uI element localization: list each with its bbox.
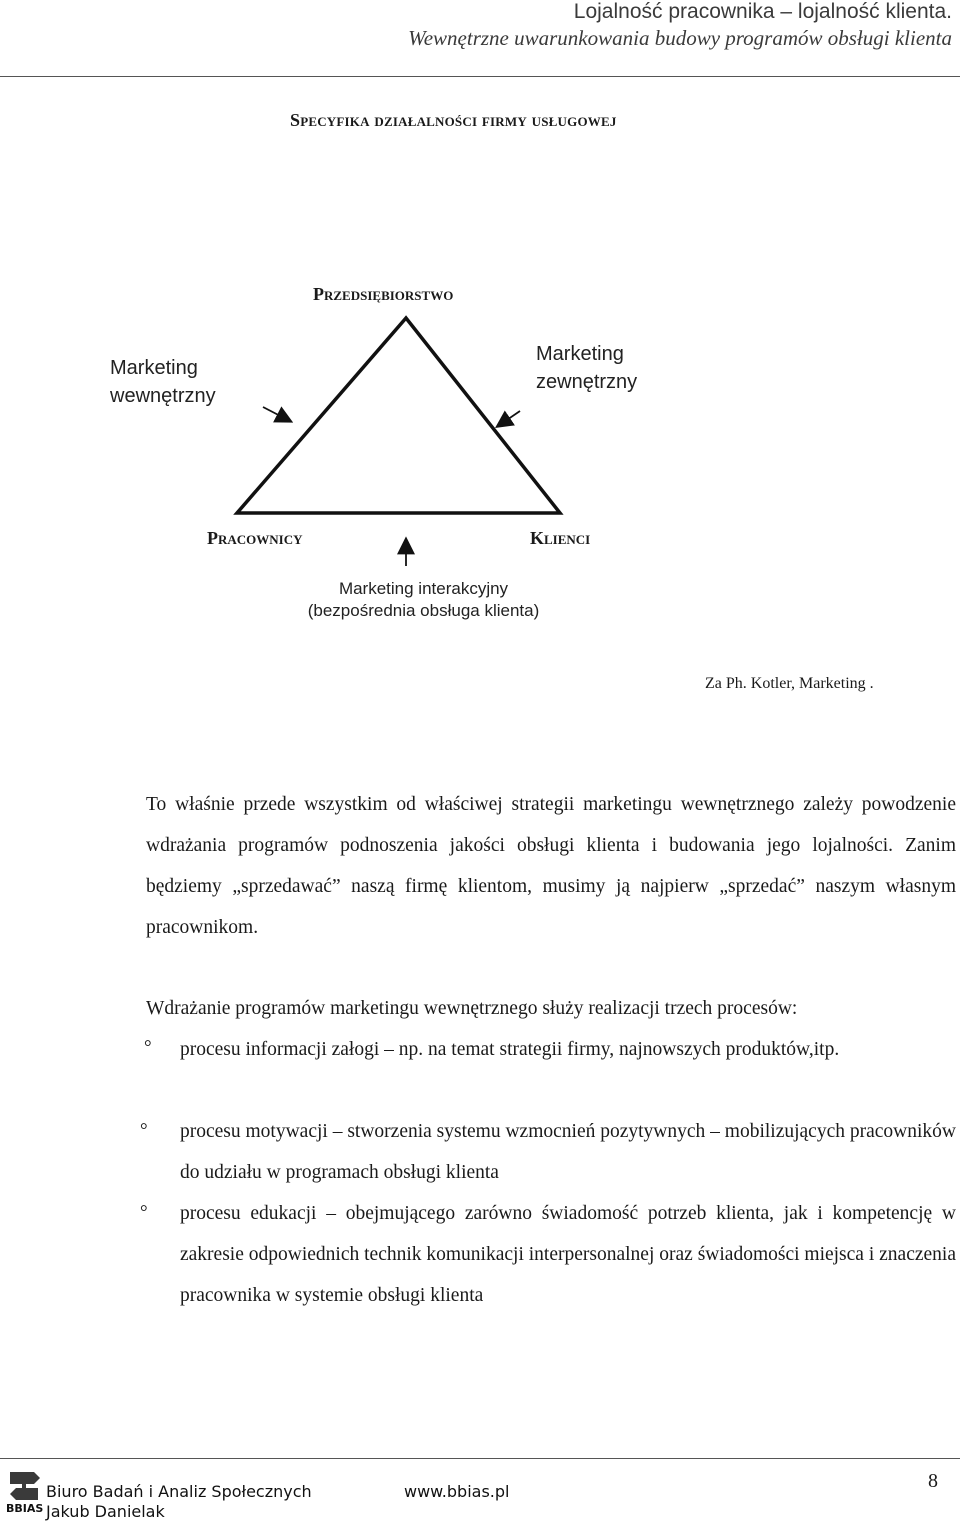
diagram-left-label: Pracownicy [207, 528, 303, 548]
paragraph-1: To właśnie przede wszystkim od właściwej strategii marketingu wewnętrznego zależy powodzenie wdrażania programów podnoszenia jakości obsługi klienta i budowania jego lojalności. Zanim będziemy „sprzedawać” naszą firmę klientom, musimy ją najpierw „sprzedać” naszym własnym pracownikom. [146, 794, 956, 938]
diagram-right-label: Klienci [530, 528, 591, 548]
diagram-bottom-line1: Marketing interakcyjny [338, 579, 509, 598]
footer-divider [0, 1458, 960, 1459]
diagram-left-side-line1: Marketing [110, 357, 198, 379]
diagram-bottom-label [296, 578, 551, 622]
bullet-mark-2: ° [140, 1120, 148, 1141]
bullet-mark-1: ° [144, 1037, 152, 1058]
paragraph-2: Wdrażanie programów marketingu wewnętrznego służy realizacji trzech procesów: [146, 998, 798, 1019]
bullet-mark-3: ° [140, 1202, 148, 1223]
arrow-right [498, 411, 520, 426]
diagram-right-side-line1: Marketing [536, 343, 624, 365]
page-number: 8 [928, 1470, 938, 1492]
bullet-item-1: procesu informacji załogi – np. na temat strategii firmy, najnowszych produktów,itp. [180, 1039, 840, 1060]
svg-text:BBIAS: BBIAS [6, 1502, 44, 1514]
footer-website-link[interactable]: www.bbias.pl [404, 1482, 510, 1501]
section-title: Specyfika działalności firmy usługowej [290, 110, 617, 130]
footer-organization [46, 1482, 312, 1522]
bbias-logo-icon [4, 1466, 44, 1514]
footer-org-name: Biuro Badań i Analiz Społecznych [46, 1482, 312, 1501]
diagram-right-side-line2: zewnętrzny [536, 371, 638, 393]
header-subtitle: Wewnętrzne uwarunkowania budowy programów obsługi klienta [408, 26, 952, 50]
header-title: Lojalność pracownika – lojalność klienta. [573, 0, 952, 23]
diagram-left-side-line2: wewnętrzny [110, 385, 216, 407]
bullet-item-3: procesu edukacji – obejmującego zarówno świadomość potrzeb klienta, jak i kompetencję w zakresie odpowiednich technik komunikacji interpersonalnej oraz świadomości miejsca i znaczenia pracownika w systemie obsługi klienta [180, 1203, 956, 1306]
triangle-diagram [0, 0, 960, 640]
triangle-shape [237, 318, 560, 513]
diagram-bottom-line2: (bezpośrednia obsługa klienta) [307, 601, 540, 620]
footer-org-person: Jakub Danielak [46, 1502, 165, 1521]
diagram-top-label: Przedsiębiorstwo [313, 284, 454, 304]
source-note: Za Ph. Kotler, Marketing . [705, 675, 874, 692]
arrow-left [263, 407, 290, 421]
bullet-item-2: procesu motywacji – stworzenia systemu wzmocnień pozytywnych – mobilizujących pracowników do udziału w programach obsługi klienta [180, 1121, 957, 1183]
